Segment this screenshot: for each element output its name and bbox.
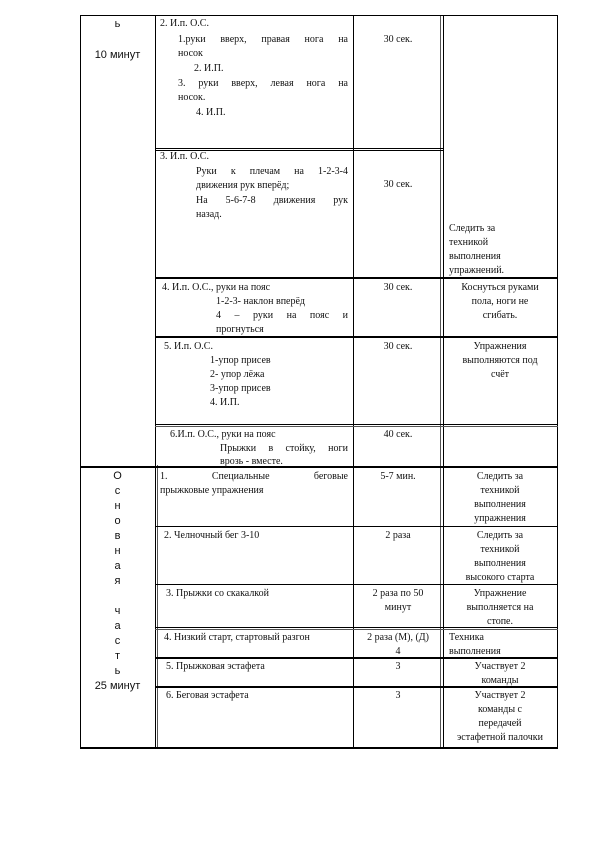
note-line: Упражнение bbox=[473, 588, 527, 599]
table-border-top bbox=[80, 15, 558, 16]
exercise-line: На 5-6-7-8 движения рук bbox=[196, 195, 348, 206]
note-line: Участвует 2 bbox=[474, 690, 526, 701]
note bbox=[443, 529, 557, 585]
row-divider bbox=[155, 148, 443, 149]
merged-note-line: выполнения bbox=[449, 251, 501, 262]
note-line: команды с bbox=[478, 704, 522, 715]
exercise-title: 3. И.п. О.С. bbox=[160, 151, 209, 162]
row-divider bbox=[155, 424, 558, 425]
exercise-line: прогнуться bbox=[216, 324, 264, 335]
dosage-line: 4 bbox=[395, 646, 401, 657]
exercise-line: движения рук вперёд; bbox=[196, 180, 290, 191]
dosage: 5-7 мин. bbox=[380, 471, 416, 482]
note-line: выполнения bbox=[474, 499, 526, 510]
note bbox=[443, 660, 557, 688]
vertical-letter: ч bbox=[114, 605, 121, 617]
table-border-right bbox=[557, 15, 558, 748]
exercise-line: 4 – руки на пояс и bbox=[216, 310, 348, 321]
note-line: выполнения bbox=[474, 558, 526, 569]
merged-note bbox=[449, 222, 554, 278]
merged-note-line: Следить за bbox=[449, 223, 496, 234]
note-line: счёт bbox=[490, 369, 510, 380]
note-line: выполняется на bbox=[466, 602, 534, 613]
section2-duration: 25 минут bbox=[94, 680, 141, 692]
note bbox=[443, 470, 557, 526]
note-line: техникой bbox=[480, 544, 520, 555]
row-divider bbox=[155, 526, 558, 527]
note-line: команды bbox=[481, 675, 519, 686]
note-line: Коснуться руками bbox=[461, 282, 539, 293]
note-line: техникой bbox=[480, 485, 520, 496]
dosage: 30 сек. bbox=[383, 341, 413, 352]
exercise-line: 3. руки вверх, левая нога на bbox=[178, 78, 348, 89]
vertical-letter: О bbox=[113, 470, 122, 482]
exercise-line: носок. bbox=[178, 92, 206, 103]
vertical-letter: я bbox=[114, 575, 121, 587]
exercise-line: 3. Прыжки со скакалкой bbox=[166, 588, 270, 599]
section1-letter: ь bbox=[114, 18, 121, 30]
note-line: Следить за bbox=[476, 530, 524, 541]
exercise-title: 6.И.п. О.С., руки на пояс bbox=[170, 429, 276, 440]
exercise-line: 2. Челночный бег 3-10 bbox=[164, 530, 260, 541]
note-line: выполняются под bbox=[462, 355, 538, 366]
exercise-line: 1-упор присев bbox=[210, 355, 271, 366]
exercise-line: носок bbox=[178, 48, 203, 59]
note-line: упражнения bbox=[474, 513, 526, 524]
section-divider bbox=[80, 466, 558, 468]
vertical-letter: а bbox=[114, 560, 121, 572]
dosage: 30 сек. bbox=[383, 282, 413, 293]
vertical-letter: в bbox=[114, 530, 121, 542]
exercise-line: 4. Низкий старт, стартовый разгон bbox=[164, 632, 310, 643]
exercise-line: 1.руки вверх, правая нога на bbox=[178, 34, 348, 45]
exercise-line: 3-упор присев bbox=[210, 383, 271, 394]
vertical-letter: о bbox=[114, 515, 121, 527]
section2-vertical-title bbox=[80, 469, 155, 694]
dosage: 40 сек. bbox=[383, 429, 413, 440]
column-divider-1 bbox=[155, 15, 156, 748]
note-line: Участвует 2 bbox=[474, 661, 526, 672]
note-line: стопе. bbox=[487, 616, 513, 627]
dosage: 30 сек. bbox=[383, 34, 413, 45]
vertical-letter: с bbox=[114, 635, 121, 647]
exercise-line: 1-2-3- наклон вперёд bbox=[216, 296, 306, 307]
vertical-letter: н bbox=[114, 545, 121, 557]
note-line: передачей bbox=[478, 718, 522, 729]
dosage: 3 bbox=[395, 661, 401, 672]
vertical-letter: а bbox=[114, 620, 121, 632]
exercise-line: 4. И.П. bbox=[210, 397, 240, 408]
note-line: высокого старта bbox=[465, 572, 535, 583]
exercise-line: 2. И.П. bbox=[194, 63, 224, 74]
exercise-title: 2. И.п. О.С. bbox=[160, 18, 209, 29]
note bbox=[443, 340, 557, 382]
row-divider bbox=[155, 629, 558, 630]
dosage-line: минут bbox=[384, 602, 412, 613]
exercise-line: 6. Беговая эстафета bbox=[166, 690, 249, 701]
vertical-letter: н bbox=[114, 500, 121, 512]
exercise-line: врозь - вместе. bbox=[220, 456, 283, 467]
dosage: 2 раза bbox=[385, 530, 411, 541]
merged-note-line: упражнений. bbox=[449, 265, 505, 276]
note bbox=[443, 689, 557, 745]
note-line: эстафетной палочки bbox=[456, 732, 543, 743]
note bbox=[443, 587, 557, 629]
exercise-line: 1. Специальные беговые bbox=[160, 471, 348, 482]
note-line: Техника bbox=[449, 632, 484, 643]
dosage-line: 2 раза (М), (Д) bbox=[367, 632, 429, 643]
column-divider-1b bbox=[157, 465, 158, 748]
vertical-letter: с bbox=[114, 485, 121, 497]
exercise-line: 2- упор лёжа bbox=[210, 369, 265, 380]
dosage-line: 2 раза по 50 bbox=[372, 588, 424, 599]
exercise-line: назад. bbox=[196, 209, 222, 220]
exercise-line: прыжковые упражнения bbox=[160, 485, 264, 496]
exercise-title: 4. И.п. О.С., руки на пояс bbox=[162, 282, 271, 293]
exercise-title: 5. И.п. О.С. bbox=[164, 341, 213, 352]
note bbox=[443, 281, 557, 323]
note-line: Следить за bbox=[476, 471, 524, 482]
exercise-line: 5. Прыжковая эстафета bbox=[166, 661, 265, 672]
note-line: выполнения bbox=[449, 646, 501, 657]
exercise-line: Руки к плечам на 1-2-3-4 bbox=[196, 166, 348, 177]
section1-duration: 10 минут bbox=[94, 49, 141, 61]
exercise-line: Прыжки в стойку, ноги bbox=[220, 443, 348, 454]
exercise-line: 4. И.П. bbox=[196, 107, 226, 118]
row-divider bbox=[155, 426, 558, 427]
vertical-letter bbox=[80, 589, 155, 604]
table-border-bottom bbox=[80, 747, 558, 749]
vertical-letter: ь bbox=[114, 665, 121, 677]
note-line: сгибать. bbox=[482, 310, 518, 321]
note-line: пола, ноги не bbox=[471, 296, 529, 307]
dosage: 3 bbox=[395, 690, 401, 701]
dosage bbox=[353, 631, 443, 659]
vertical-letter: т bbox=[114, 650, 121, 662]
note bbox=[449, 631, 555, 659]
note-line: Упражнения bbox=[473, 341, 527, 352]
dosage bbox=[353, 587, 443, 615]
merged-note-line: техникой bbox=[449, 237, 489, 248]
dosage: 30 сек. bbox=[383, 179, 413, 190]
